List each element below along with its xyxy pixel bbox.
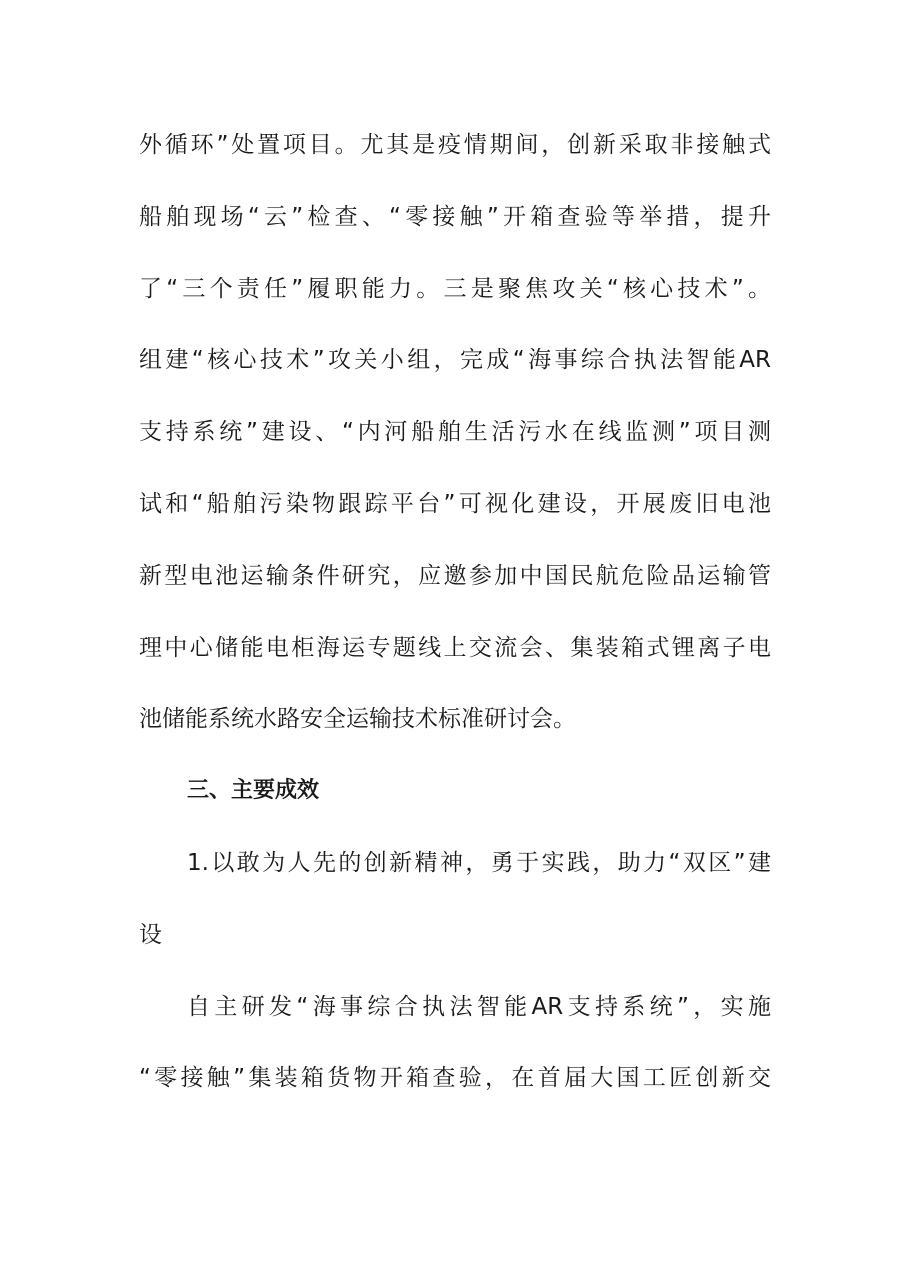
paragraph-line: 新型电池运输条件研究，应邀参加中国民航危险品运输管 [139,563,771,589]
subsection-line: 1.以敢为人先的创新精神，勇于实践，助力“双区”建 [187,850,771,876]
paragraph-line: 自主研发“海事综合执法智能AR支持系统”，实施 [187,994,771,1020]
paragraph-line: “零接触”集装箱货物开箱查验，在首届大国工匠创新交 [139,1065,771,1091]
paragraph-line: 池储能系统水路安全运输技术标准研讨会。 [139,706,576,732]
paragraph-line: 支持系统”建设、“内河船舶生活污水在线监测”项目测 [139,419,771,445]
paragraph-line: 外循环”处置项目。尤其是疫情期间，创新采取非接触式 [139,132,771,158]
subsection-line: 设 [139,922,162,948]
paragraph-line: 组建“核心技术”攻关小组，完成“海事综合执法智能AR [139,347,771,373]
paragraph-line: 了“三个责任”履职能力。三是聚焦攻关“核心技术”。 [139,276,771,302]
paragraph-line: 试和“船舶污染物跟踪平台”可视化建设，开展废旧电池 [139,491,771,517]
paragraph-line: 理中心储能电柜海运专题线上交流会、集装箱式锂离子电 [139,635,771,661]
section-heading: 三、主要成效 [187,778,320,803]
paragraph-line: 船舶现场“云”检查、“零接触”开箱查验等举措，提升 [139,204,771,230]
